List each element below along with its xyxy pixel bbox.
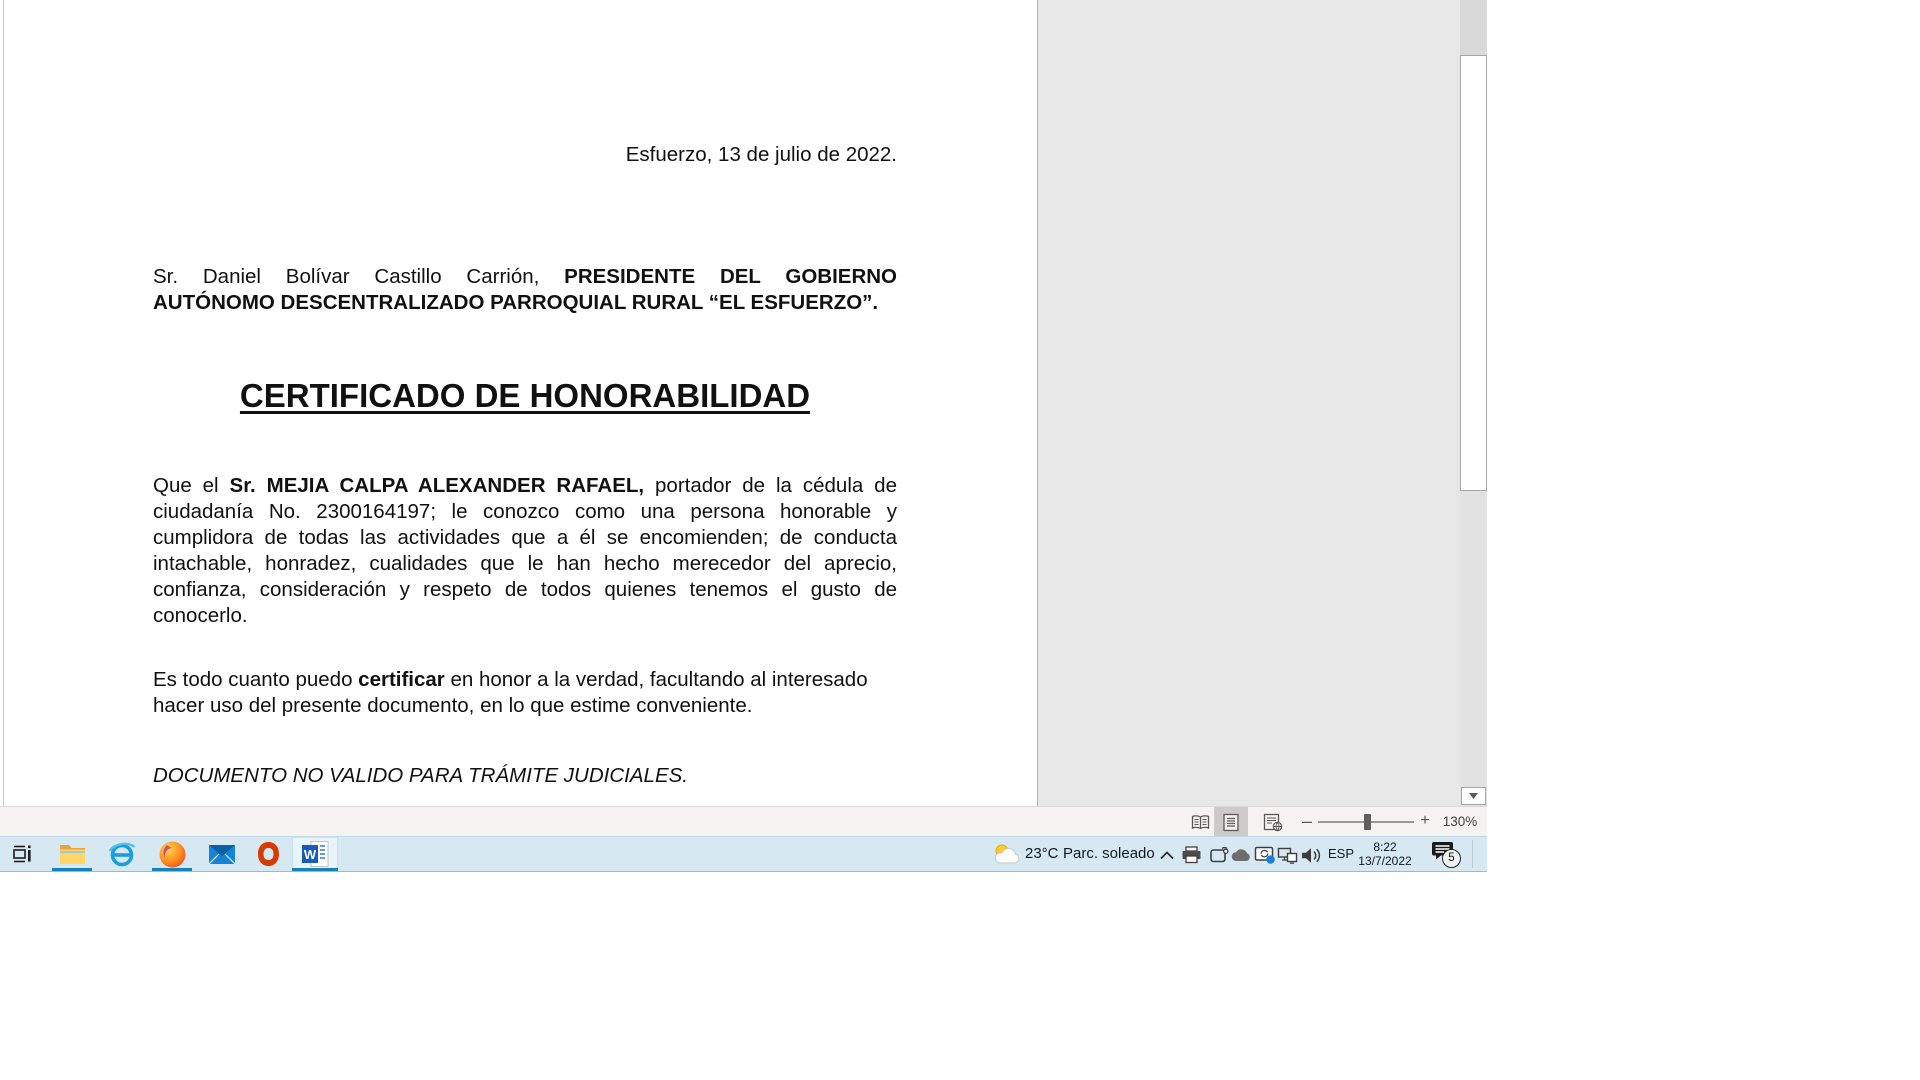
date-line: Esfuerzo, 13 de julio de 2022. [625,143,897,166]
zoom-level-button[interactable]: 130% [1442,814,1478,829]
document-backdrop [1038,0,1460,806]
print-layout-icon [1222,813,1240,832]
task-view-icon [10,842,34,866]
zoom-in-button[interactable]: + [1420,812,1430,829]
tray-clock[interactable] [1352,840,1418,868]
certify-line-4: intachable, honradez, cualidades que le han hecho merecedor del aprecio, [153,552,897,575]
certify-line-1: Que el Sr. MEJIA CALPA ALEXANDER RAFAEL, portador de la cédula de [153,474,897,497]
onedrive-cloud-icon[interactable] [1230,844,1252,866]
mail-icon [207,842,237,866]
tray-temperature[interactable]: 23°C [1025,845,1059,862]
taskbar-mail-button[interactable] [202,837,242,871]
taskbar-internet-explorer-button[interactable] [102,837,142,871]
document-page[interactable] [4,0,1038,806]
scrollbar-track-top[interactable] [1460,0,1487,55]
office-icon [255,840,282,868]
word-icon [300,839,331,869]
svg-text:W: W [303,847,316,862]
taskbar-file-explorer-button[interactable] [52,837,92,871]
camera-icon[interactable] [1208,844,1230,866]
scroll-down-button[interactable] [1461,787,1486,805]
certify-line-3: cumplidora de todas las actividades que a él se encomienden; de conducta [153,526,897,549]
closing-line-2: hacer uso del presente documento, en lo que estime conveniente. [153,694,753,717]
certify-line-2: ciudadanía No. 2300164197; le conozco como una persona honorable y [153,500,897,523]
tray-time: 8:22 [1373,840,1397,854]
addressee-paragraph [153,264,897,316]
disclaimer-line: DOCUMENTO NO VALIDO PARA TRÁMITE JUDICIALES. [153,764,688,787]
read-mode-button[interactable] [1183,807,1217,837]
closing-paragraph [153,667,897,719]
closing-line-1: Es todo cuanto puedo certificar en honor a la verdad, facultando al interesado [153,668,868,691]
windows-taskbar [0,836,1487,872]
web-layout-icon [1263,813,1283,832]
print-layout-button[interactable] [1214,807,1248,837]
tray-weather-condition[interactable]: Parc. soleado [1063,845,1155,862]
web-layout-button[interactable] [1256,807,1290,837]
printer-icon[interactable] [1180,844,1202,866]
tray-date: 13/7/2022 [1358,854,1412,868]
firefox-icon [158,840,187,869]
internet-explorer-icon [107,839,137,869]
show-desktop-separator [1472,840,1473,868]
firefox-running-indicator [152,868,192,871]
scrollbar-thumb[interactable] [1460,55,1487,491]
word-running-indicator [292,868,338,871]
zoom-slider-handle[interactable] [1364,814,1371,830]
document-title: CERTIFICADO DE HONORABILIDAD [239,377,811,414]
weather-icon[interactable] [991,842,1023,866]
file-explorer-icon [58,841,87,867]
taskbar-task-view-button[interactable] [2,837,42,871]
cast-update-icon[interactable] [1254,844,1276,866]
certify-line-5: confianza, consideración y respeto de todos quienes tenemos el gusto de [153,578,897,601]
addressee-line-2: AUTÓNOMO DESCENTRALIZADO PARROQUIAL RURAL “EL ESFUERZO”. [153,291,879,314]
vertical-scrollbar[interactable] [1460,0,1487,806]
zoom-out-button[interactable]: – [1301,811,1312,831]
notification-count-badge[interactable]: 5 [1442,849,1461,868]
file-explorer-running-indicator [52,868,92,871]
addressee-line-1: Sr. Daniel Bolívar Castillo Carrión, PRESIDENTE DEL GOBIERNO [153,265,897,288]
chevron-down-icon [1469,793,1478,799]
certify-paragraph [153,473,897,629]
word-status-bar [0,806,1487,836]
speaker-icon[interactable] [1299,844,1323,866]
taskbar-office-button[interactable] [248,837,288,871]
tray-language-button[interactable]: ESP [1328,846,1355,861]
taskbar-firefox-button[interactable] [152,837,192,871]
read-mode-icon [1190,814,1211,831]
network-icon[interactable] [1276,844,1298,866]
certify-line-6: conocerlo. [153,604,248,627]
tray-chevron-up-icon[interactable] [1156,844,1178,866]
taskbar-word-button[interactable] [292,837,338,871]
